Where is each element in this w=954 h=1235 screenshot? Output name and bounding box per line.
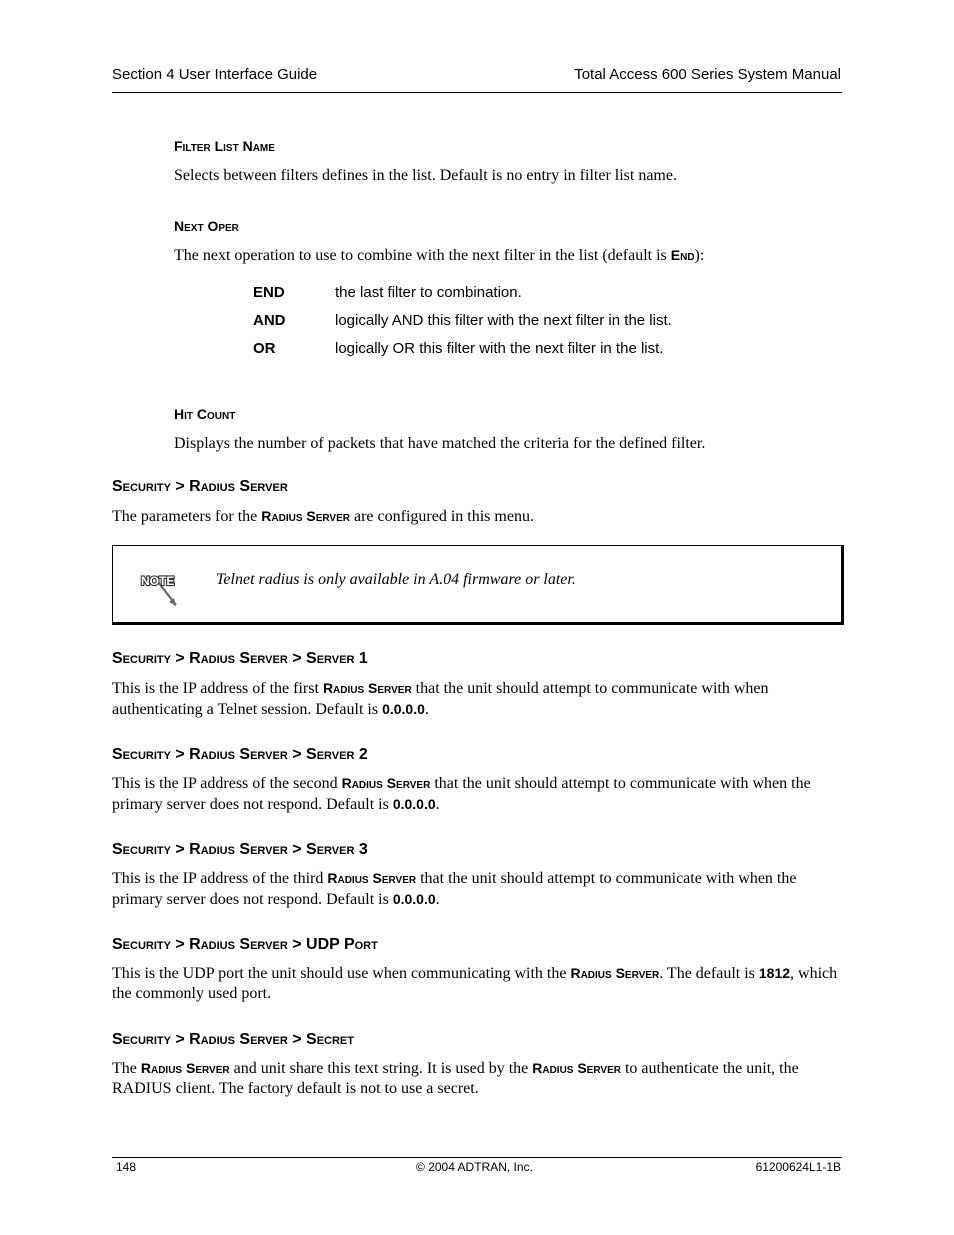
server3-text: This is the IP address of the third Radius Server that the unit should attempt to communicate with when the primary server does not respond. Default is 0.0.0.0. <box>112 870 797 908</box>
server2-text: This is the IP address of the second Radius Server that the unit should attempt to communicate with when the primary server does not respond. Default is 0.0.0.0. <box>112 775 811 813</box>
header-section-title: Section 4 User Interface Guide <box>112 66 318 83</box>
server3-heading: Security > Radius Server > Server 3 <box>112 841 368 858</box>
footer-page-number: 148 <box>116 1160 137 1174</box>
option-end-desc: the last filter to combination. <box>335 284 522 301</box>
option-or-key: OR <box>253 340 276 357</box>
footer-doc-number: 61200624L1-1B <box>755 1160 841 1174</box>
svg-text:NOTE: NOTE <box>141 574 175 588</box>
hit-count-text: Displays the number of packets that have matched the criteria for the defined filter. <box>174 435 706 452</box>
option-and-key: AND <box>253 312 286 329</box>
udp-port-text: This is the UDP port the unit should use when communicating with the Radius Server. The default is 1812, which the commonly used port. <box>112 965 838 1002</box>
hit-count-heading: Hit Count <box>174 406 236 422</box>
radius-server-text: The parameters for the Radius Server are configured in this menu. <box>112 508 534 525</box>
server1-text: This is the IP address of the first Radius Server that the unit should attempt to communicate with when authenticating a Telnet session. Default is 0.0.0.0. <box>112 680 769 718</box>
filter-list-name-heading: Filter List Name <box>174 138 275 154</box>
secret-heading: Security > Radius Server > Secret <box>112 1031 354 1048</box>
footer-divider <box>112 1157 842 1158</box>
secret-text: The Radius Server and unit share this text string. It is used by the Radius Server to authenticate the unit, the RADIUS client. The factory default is not to use a secret. <box>112 1060 799 1097</box>
note-text: Telnet radius is only available in A.04 firmware or later. <box>216 571 576 588</box>
option-end-key: END <box>253 284 285 301</box>
option-and-desc: logically AND this filter with the next filter in the list. <box>335 312 672 329</box>
header-manual-title: Total Access 600 Series System Manual <box>574 66 841 83</box>
note-icon <box>138 564 180 608</box>
header-divider <box>112 92 842 93</box>
server1-heading: Security > Radius Server > Server 1 <box>112 650 368 667</box>
radius-server-heading: Security > Radius Server <box>112 478 288 495</box>
next-oper-text: The next operation to use to combine with the next filter in the list (default is End): <box>174 247 705 264</box>
next-oper-heading: Next Oper <box>174 218 239 234</box>
option-or-desc: logically OR this filter with the next filter in the list. <box>335 340 664 357</box>
filter-list-name-text: Selects between filters defines in the list. Default is no entry in filter list name. <box>174 167 677 184</box>
udp-port-heading: Security > Radius Server > UDP Port <box>112 936 378 953</box>
server2-heading: Security > Radius Server > Server 2 <box>112 746 368 763</box>
footer-copyright: © 2004 ADTRAN, Inc. <box>416 1160 533 1174</box>
